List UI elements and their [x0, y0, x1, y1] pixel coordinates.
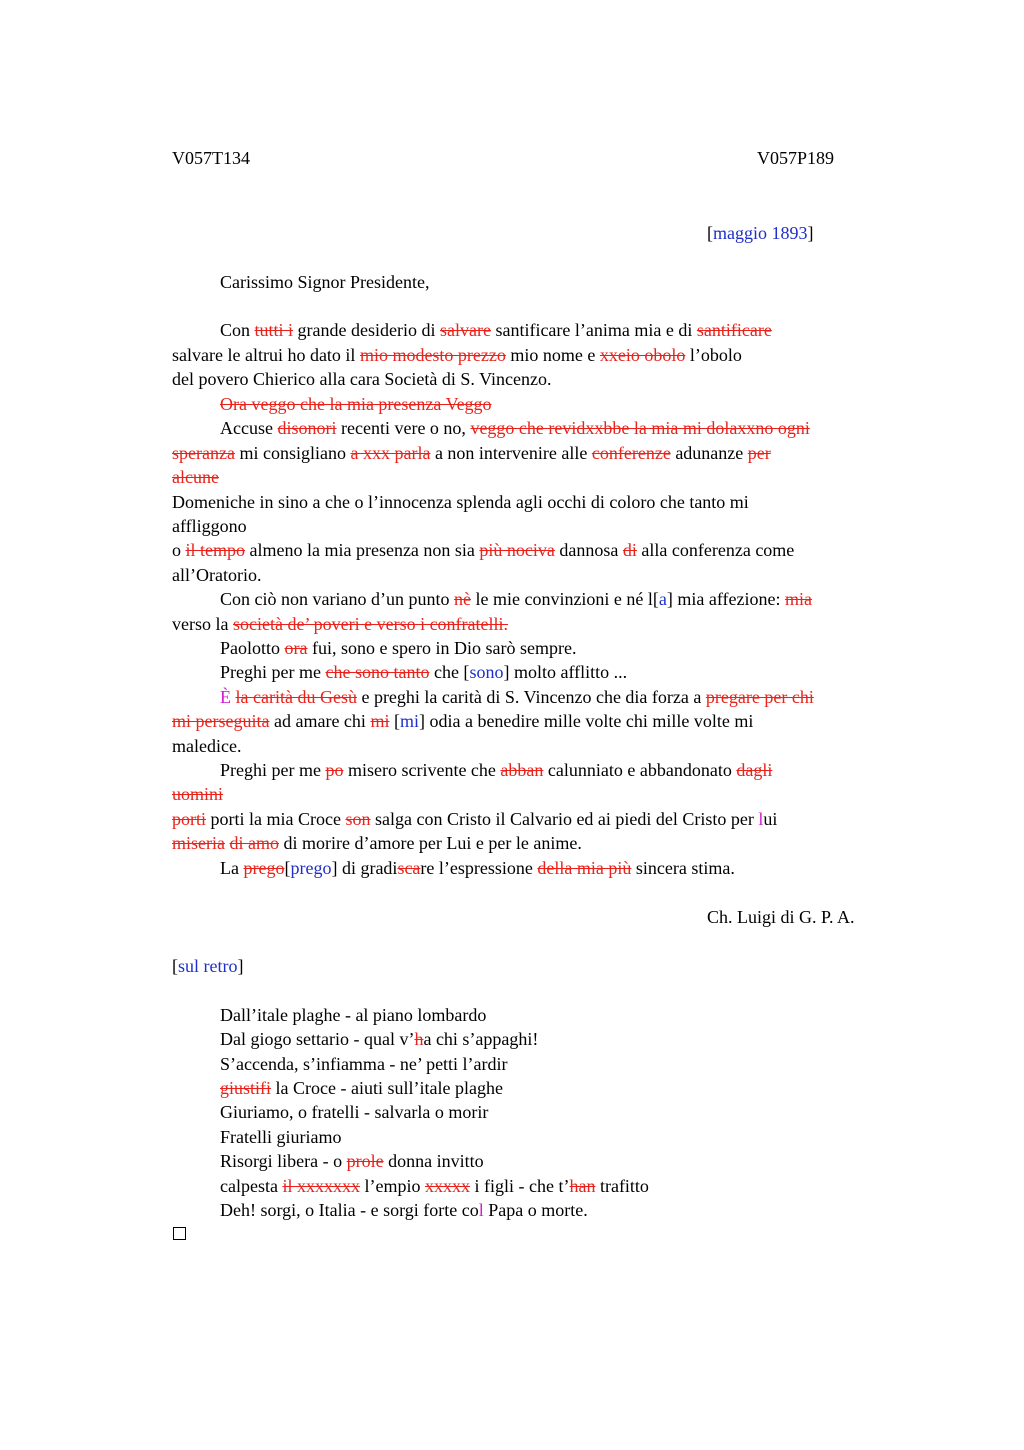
inserted-text: sono: [469, 662, 504, 682]
deleted-text: santificare: [696, 320, 772, 340]
text-segment: verso la: [172, 614, 233, 634]
text-segment: recenti vere o no,: [336, 418, 471, 438]
text-segment: calpesta: [220, 1176, 283, 1196]
deleted-text: di amo: [229, 833, 279, 853]
deleted-text: Ora veggo che la mia presenza Veggo: [220, 394, 492, 414]
text-segment: Risorgi libera - o: [220, 1151, 347, 1171]
text-segment: o: [172, 540, 186, 560]
poem-line: [220, 1100, 488, 1124]
body-line: [220, 392, 492, 416]
text-segment: ] molto afflitto ...: [503, 662, 628, 682]
text-segment: ] di gradi: [331, 858, 398, 878]
body-line: [172, 709, 753, 733]
text-segment: fui, sono e spero in Dio sarò sempre.: [307, 638, 577, 658]
deleted-text: dagli: [736, 760, 773, 780]
deleted-text: miseria: [172, 833, 225, 853]
text-segment: Dall’itale plaghe - al piano lombardo: [220, 1005, 487, 1025]
deleted-text: son: [345, 809, 371, 829]
deleted-text: società de’ poveri e verso i confratelli.: [232, 614, 509, 634]
deleted-text: nè: [453, 589, 471, 609]
text-segment: all’Oratorio.: [172, 565, 262, 585]
body-line: [220, 685, 814, 709]
body-line: [220, 660, 627, 684]
header-left-code: V057T134: [172, 148, 250, 168]
text-segment: mi consigliano: [234, 443, 351, 463]
body-line: [172, 465, 219, 489]
text-segment: che [: [429, 662, 470, 682]
deleted-text: il tempo: [185, 540, 245, 560]
text-segment: donna invitto: [383, 1151, 484, 1171]
text-segment: Con ciò non variano d’un punto: [220, 589, 454, 609]
deleted-text: ora: [284, 638, 308, 658]
text-segment: porti la mia Croce: [206, 809, 346, 829]
text-segment: Preghi per me: [220, 662, 326, 682]
correction-mark: l: [758, 809, 764, 829]
text-segment: maledice.: [172, 736, 242, 756]
date-open-bracket: [: [707, 223, 713, 243]
text-segment: calunniato e abbandonato: [543, 760, 737, 780]
deleted-text: alcune: [172, 467, 219, 487]
salutation: Carissimo Signor Presidente,: [220, 272, 430, 292]
poem-line: [220, 1174, 649, 1198]
text-segment: Giuriamo, o fratelli - salvarla o morir: [220, 1102, 489, 1122]
body-line: [172, 441, 771, 465]
deleted-text: salvare: [439, 320, 491, 340]
inserted-text: prego: [290, 858, 332, 878]
body-line: [220, 636, 576, 660]
text-segment: misero scrivente che: [343, 760, 501, 780]
poem-line: [220, 1076, 503, 1100]
text-segment: mio nome e: [505, 345, 600, 365]
text-segment: sincera stima.: [631, 858, 735, 878]
retro-close-bracket: ]: [237, 956, 244, 976]
deleted-text: po: [325, 760, 344, 780]
text-segment: l’empio: [359, 1176, 425, 1196]
text-segment: a non intervenire alle: [430, 443, 592, 463]
retro-label: [172, 954, 243, 978]
deleted-text: han: [569, 1176, 596, 1196]
text-segment: affliggono: [172, 516, 247, 536]
header-right-code: V057P189: [757, 148, 835, 168]
body-line: [220, 587, 812, 611]
date-line: [707, 221, 814, 245]
deleted-text: sca: [397, 858, 421, 878]
deleted-text: per: [747, 443, 771, 463]
checkbox-square-icon: [173, 1227, 186, 1240]
body-line: [172, 831, 582, 855]
date-close-bracket: ]: [807, 223, 814, 243]
deleted-text: giustifi: [220, 1078, 272, 1098]
body-line: [220, 758, 772, 782]
text-segment: salvare le altrui ho dato il: [172, 345, 360, 365]
text-segment: e preghi la carità di S. Vincenzo che dia forza a: [356, 687, 706, 707]
inserted-text: mi: [399, 711, 419, 731]
text-segment: almeno la mia presenza non sia: [245, 540, 480, 560]
deleted-text: mi perseguita: [172, 711, 270, 731]
body-line: [172, 734, 241, 758]
deleted-text: la carità du Gesù: [235, 687, 357, 707]
inserted-text: a: [658, 589, 667, 609]
text-segment: [: [284, 858, 291, 878]
body-line: [220, 318, 772, 342]
body-line: [220, 856, 735, 880]
deleted-text: conferenze: [591, 443, 671, 463]
deleted-text: mia: [785, 589, 813, 609]
deleted-text: xxeio obolo: [599, 345, 686, 365]
text-segment: Deh! sorgi, o Italia - e sorgi forte co: [220, 1200, 479, 1220]
deleted-text: abban: [500, 760, 544, 780]
deleted-text: il xxxxxxx: [282, 1176, 360, 1196]
retro-text: sul retro: [178, 956, 238, 976]
text-segment: trafitto: [595, 1176, 649, 1196]
body-line: [172, 514, 247, 538]
text-segment: l’obolo: [685, 345, 742, 365]
text-segment: a chi s’appaghi!: [423, 1029, 539, 1049]
text-segment: adunanze: [670, 443, 748, 463]
deleted-text: a xxx parla: [350, 443, 431, 463]
body-line: [220, 416, 810, 440]
text-segment: Paolotto: [220, 638, 285, 658]
text-segment: La: [220, 858, 244, 878]
poem-line: [220, 1027, 538, 1051]
text-segment: S’accenda, s’infiamma - ne’ petti l’ardir: [220, 1054, 508, 1074]
body-line: [172, 343, 742, 367]
text-segment: di morire d’amore per Lui e per le anime.: [278, 833, 582, 853]
text-segment: salga con Cristo il Calvario ed ai piedi del Cristo per: [370, 809, 759, 829]
body-line: [172, 538, 794, 562]
retro-open-bracket: [: [172, 956, 178, 976]
deleted-text: più nociva: [479, 540, 555, 560]
text-segment: re l’espressione: [420, 858, 538, 878]
deleted-text: mi: [370, 711, 390, 731]
body-line: [172, 807, 777, 831]
text-segment: ] mia affezione:: [666, 589, 786, 609]
deleted-text: che sono tanto: [325, 662, 430, 682]
text-segment: Dal giogo settario - qual v’: [220, 1029, 415, 1049]
body-line: [172, 612, 508, 636]
text-segment: grande desiderio di: [293, 320, 440, 340]
text-segment: ad amare chi: [269, 711, 371, 731]
text-segment: le mie convinzioni e né l[: [470, 589, 659, 609]
text-segment: ui: [763, 809, 778, 829]
poem-line: [220, 1149, 484, 1173]
text-segment: alla conferenza come: [636, 540, 795, 560]
body-line: [172, 782, 223, 806]
text-segment: i figli - che t’: [469, 1176, 570, 1196]
body-line: [172, 490, 749, 514]
signature: Ch. Luigi di G. P. A.: [707, 907, 855, 927]
deleted-text: mio modesto prezzo: [359, 345, 506, 365]
body-line: [172, 563, 261, 587]
body-line: [172, 367, 551, 391]
deleted-text: di: [622, 540, 637, 560]
deleted-text: uomini: [172, 784, 224, 804]
text-segment: Con: [220, 320, 255, 340]
text-segment: ] odia a benedire mille volte chi mille volte mi: [418, 711, 754, 731]
date-text: maggio 1893: [713, 223, 808, 243]
deleted-text: porti: [172, 809, 206, 829]
correction-mark: È: [220, 687, 231, 707]
poem-line: [220, 1198, 588, 1222]
deleted-text: h: [414, 1029, 424, 1049]
deleted-text: speranza: [172, 443, 235, 463]
text-segment: la Croce - aiuti sull’itale plaghe: [271, 1078, 503, 1098]
correction-mark: l: [478, 1200, 484, 1220]
text-segment: Preghi per me: [220, 760, 326, 780]
deleted-text: veggo che revidxxbbe la mia mi dolaxxno ogni: [470, 418, 810, 438]
text-segment: Fratelli giuriamo: [220, 1127, 342, 1147]
deleted-text: prego: [243, 858, 285, 878]
poem-line: [220, 1125, 341, 1149]
poem-line: [220, 1052, 508, 1076]
text-segment: dannosa: [554, 540, 623, 560]
deleted-text: tutti i: [254, 320, 294, 340]
deleted-text: xxxxx: [424, 1176, 470, 1196]
text-segment: Domeniche in sino a che o l’innocenza splenda agli occhi di coloro che tanto mi: [172, 492, 749, 512]
text-segment: Accuse: [220, 418, 278, 438]
text-segment: Papa o morte.: [483, 1200, 588, 1220]
text-segment: del povero Chierico alla cara Società di S. Vincenzo.: [172, 369, 552, 389]
deleted-text: disonori: [277, 418, 337, 438]
deleted-text: pregare per chi: [705, 687, 814, 707]
deleted-text: della mia più: [537, 858, 632, 878]
poem-line: [220, 1003, 486, 1027]
text-segment: santificare l’anima mia e di: [490, 320, 697, 340]
text-segment: [: [389, 711, 400, 731]
deleted-text: prole: [346, 1151, 384, 1171]
